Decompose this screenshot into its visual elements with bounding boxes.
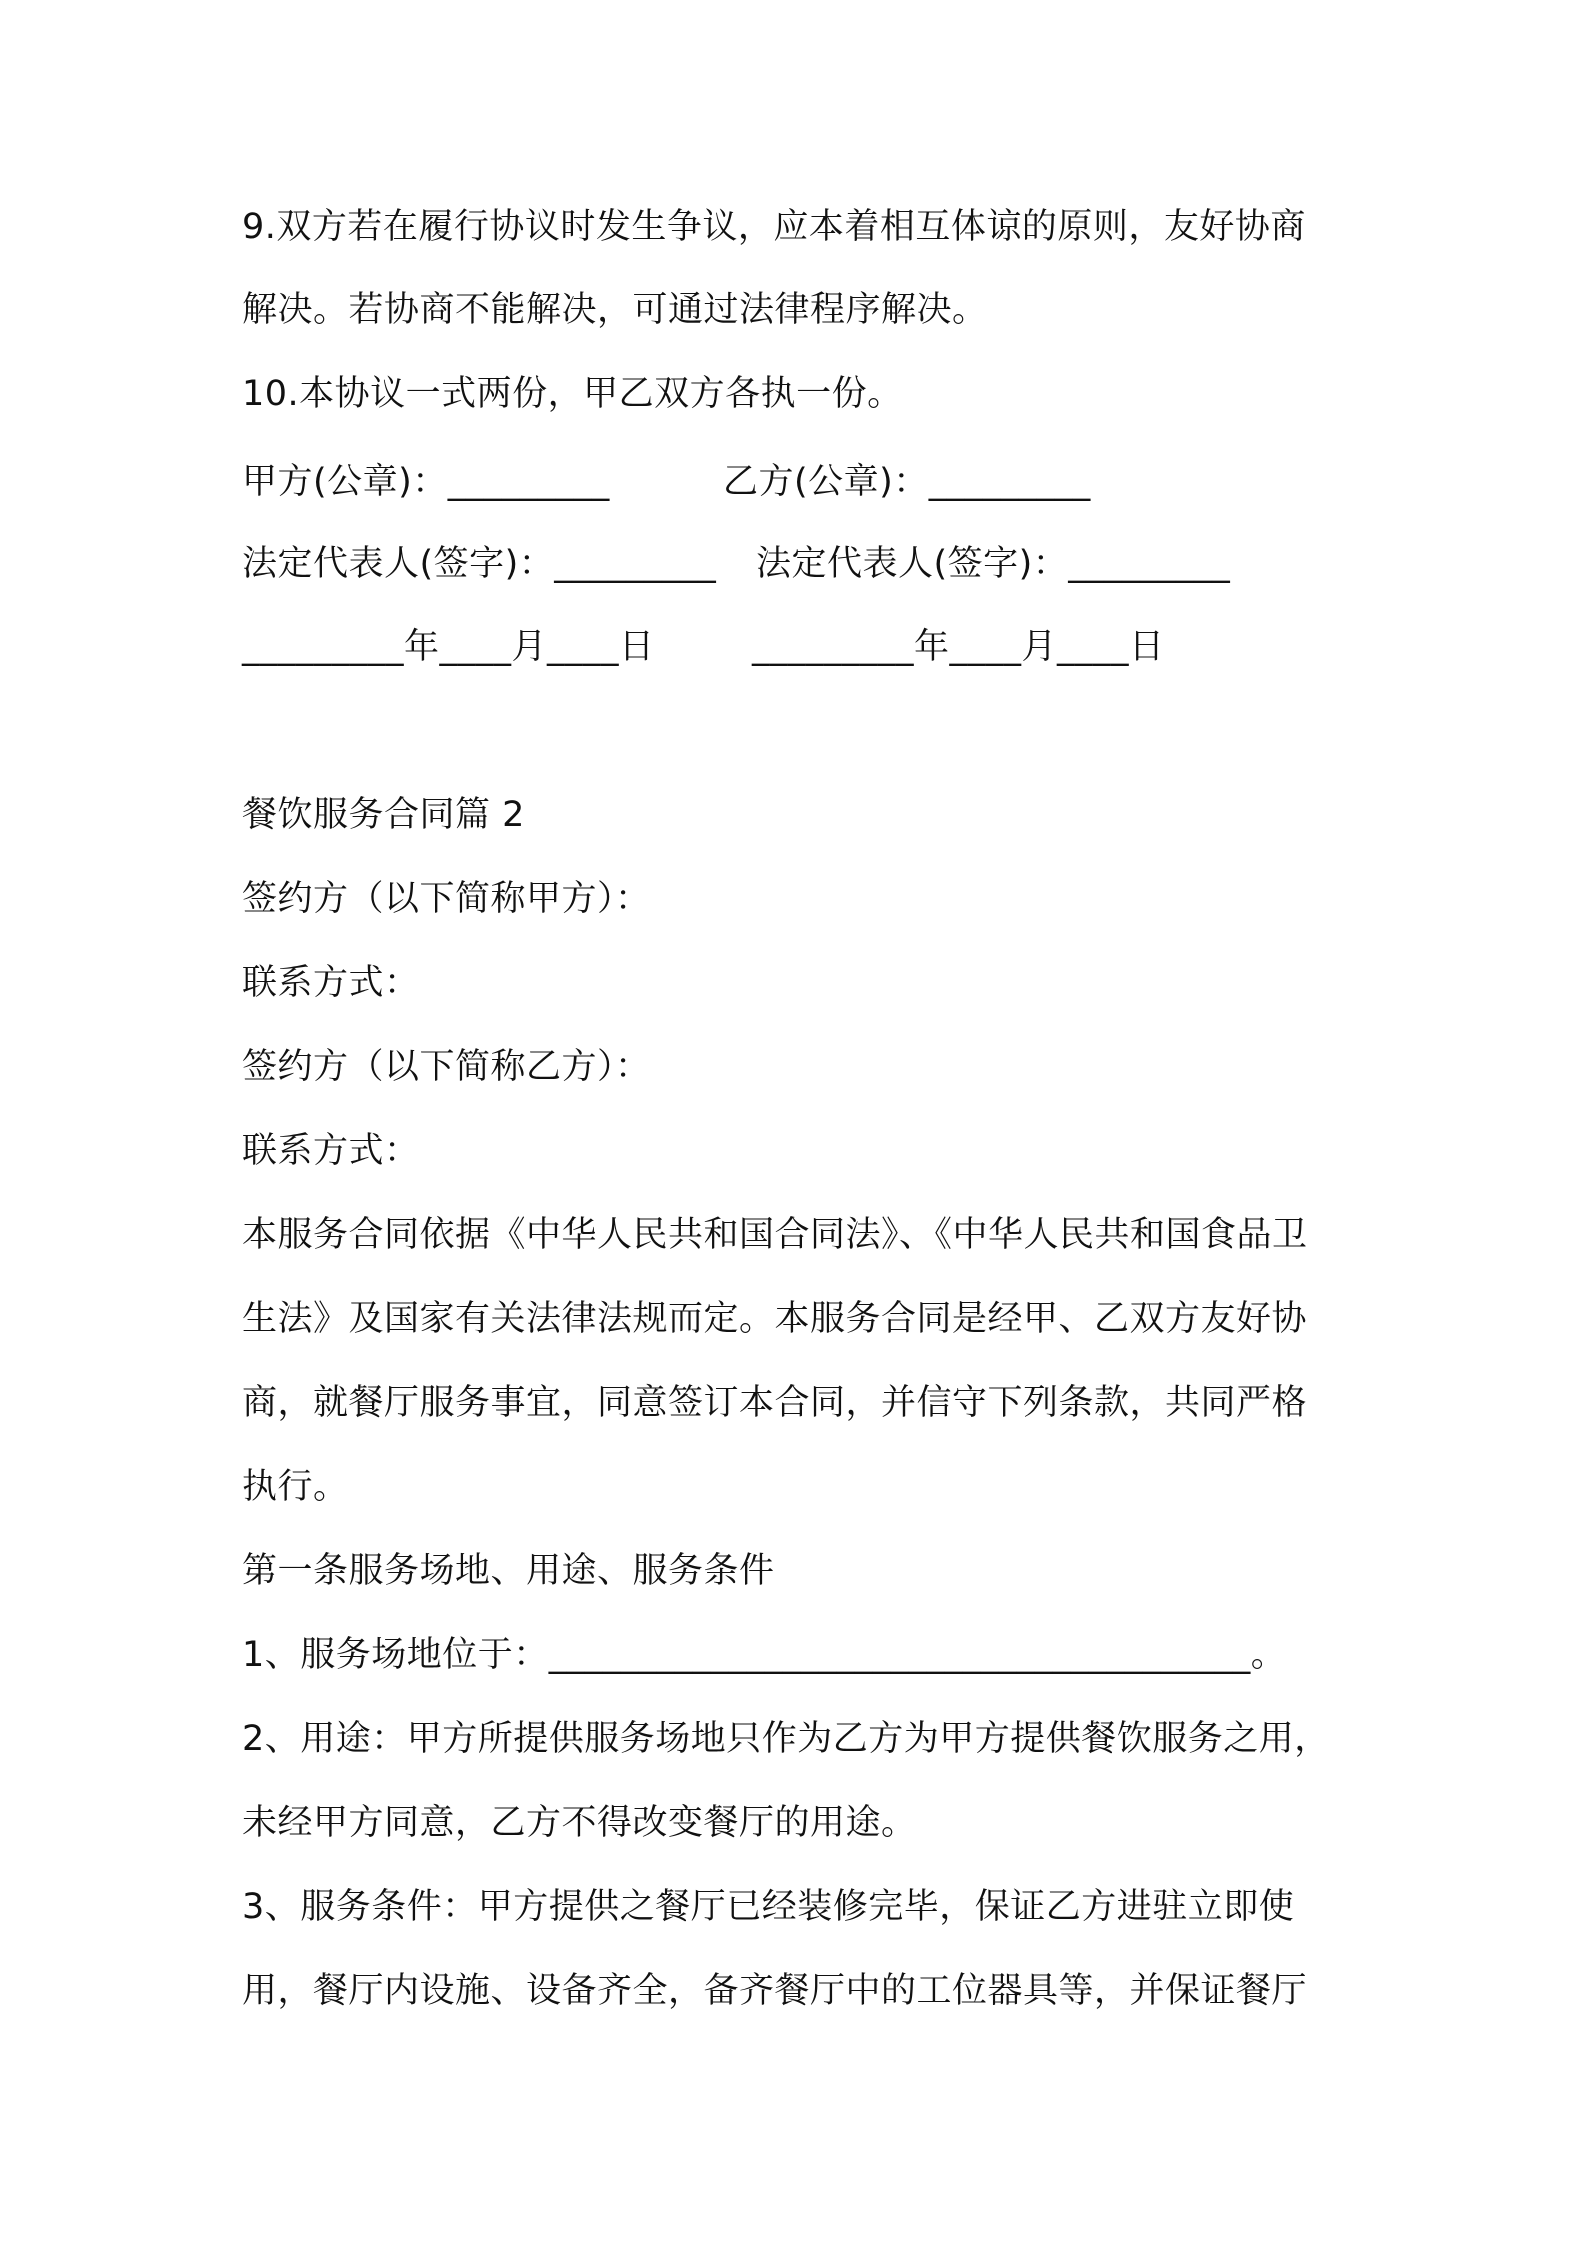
item-2-line-2: 未经甲方同意，乙方不得改变餐厅的用途。 [242,1803,917,1843]
clause-9-line-1: 9.双方若在履行协议时发生争议，应本着相互体谅的原则，友好协商 [242,207,1306,247]
article-1-title: 第一条服务场地、用途、服务条件 [242,1551,775,1591]
clause-10: 10.本协议一式两份，甲乙双方各执一份。 [242,374,903,414]
intro-line-2: 生法》及国家有关法律法规而定。本服务合同是经甲、乙双方友好协 [242,1299,1308,1339]
item-1-location: 1、服务场地位于：_______________________________________。 [242,1635,1287,1675]
contact-a-label: 联系方式： [242,963,420,1003]
intro-line-4: 执行。 [242,1467,349,1507]
intro-line-3: 商，就餐厅服务事宜，同意签订本合同，并信守下列条款，共同严格 [242,1383,1308,1423]
party-b-seal-field: 乙方(公章)：_________ [723,462,1091,502]
party-b-label: 签约方（以下简称乙方）： [242,1047,651,1087]
clause-9-line-2: 解决。若协商不能解决，可通过法律程序解决。 [242,290,988,330]
section-title: 餐饮服务合同篇 2 [242,795,525,835]
item-3-line-2: 用，餐厅内设施、设备齐全，备齐餐厅中的工位器具等，并保证餐厅 [242,1971,1308,2011]
intro-line-1: 本服务合同依据《中华人民共和国合同法》、《中华人民共和国食品卫 [242,1215,1308,1255]
party-b-representative-field: 法定代表人(签字)：_________ [756,544,1231,584]
item-2-line-1: 2、用途：甲方所提供服务场地只作为乙方为甲方提供餐饮服务之用， [242,1719,1330,1759]
party-a-label: 签约方（以下简称甲方）： [242,879,651,919]
item-3-line-1: 3、服务条件：甲方提供之餐厅已经装修完毕，保证乙方进驻立即使 [242,1887,1295,1927]
party-a-representative-field: 法定代表人(签字)：_________ [242,544,717,584]
party-a-date-field: _________年____月____日 [242,627,655,667]
party-a-seal-field: 甲方(公章)：_________ [242,462,610,502]
party-b-date-field: _________年____月____日 [752,627,1165,667]
contact-b-label: 联系方式： [242,1131,420,1171]
